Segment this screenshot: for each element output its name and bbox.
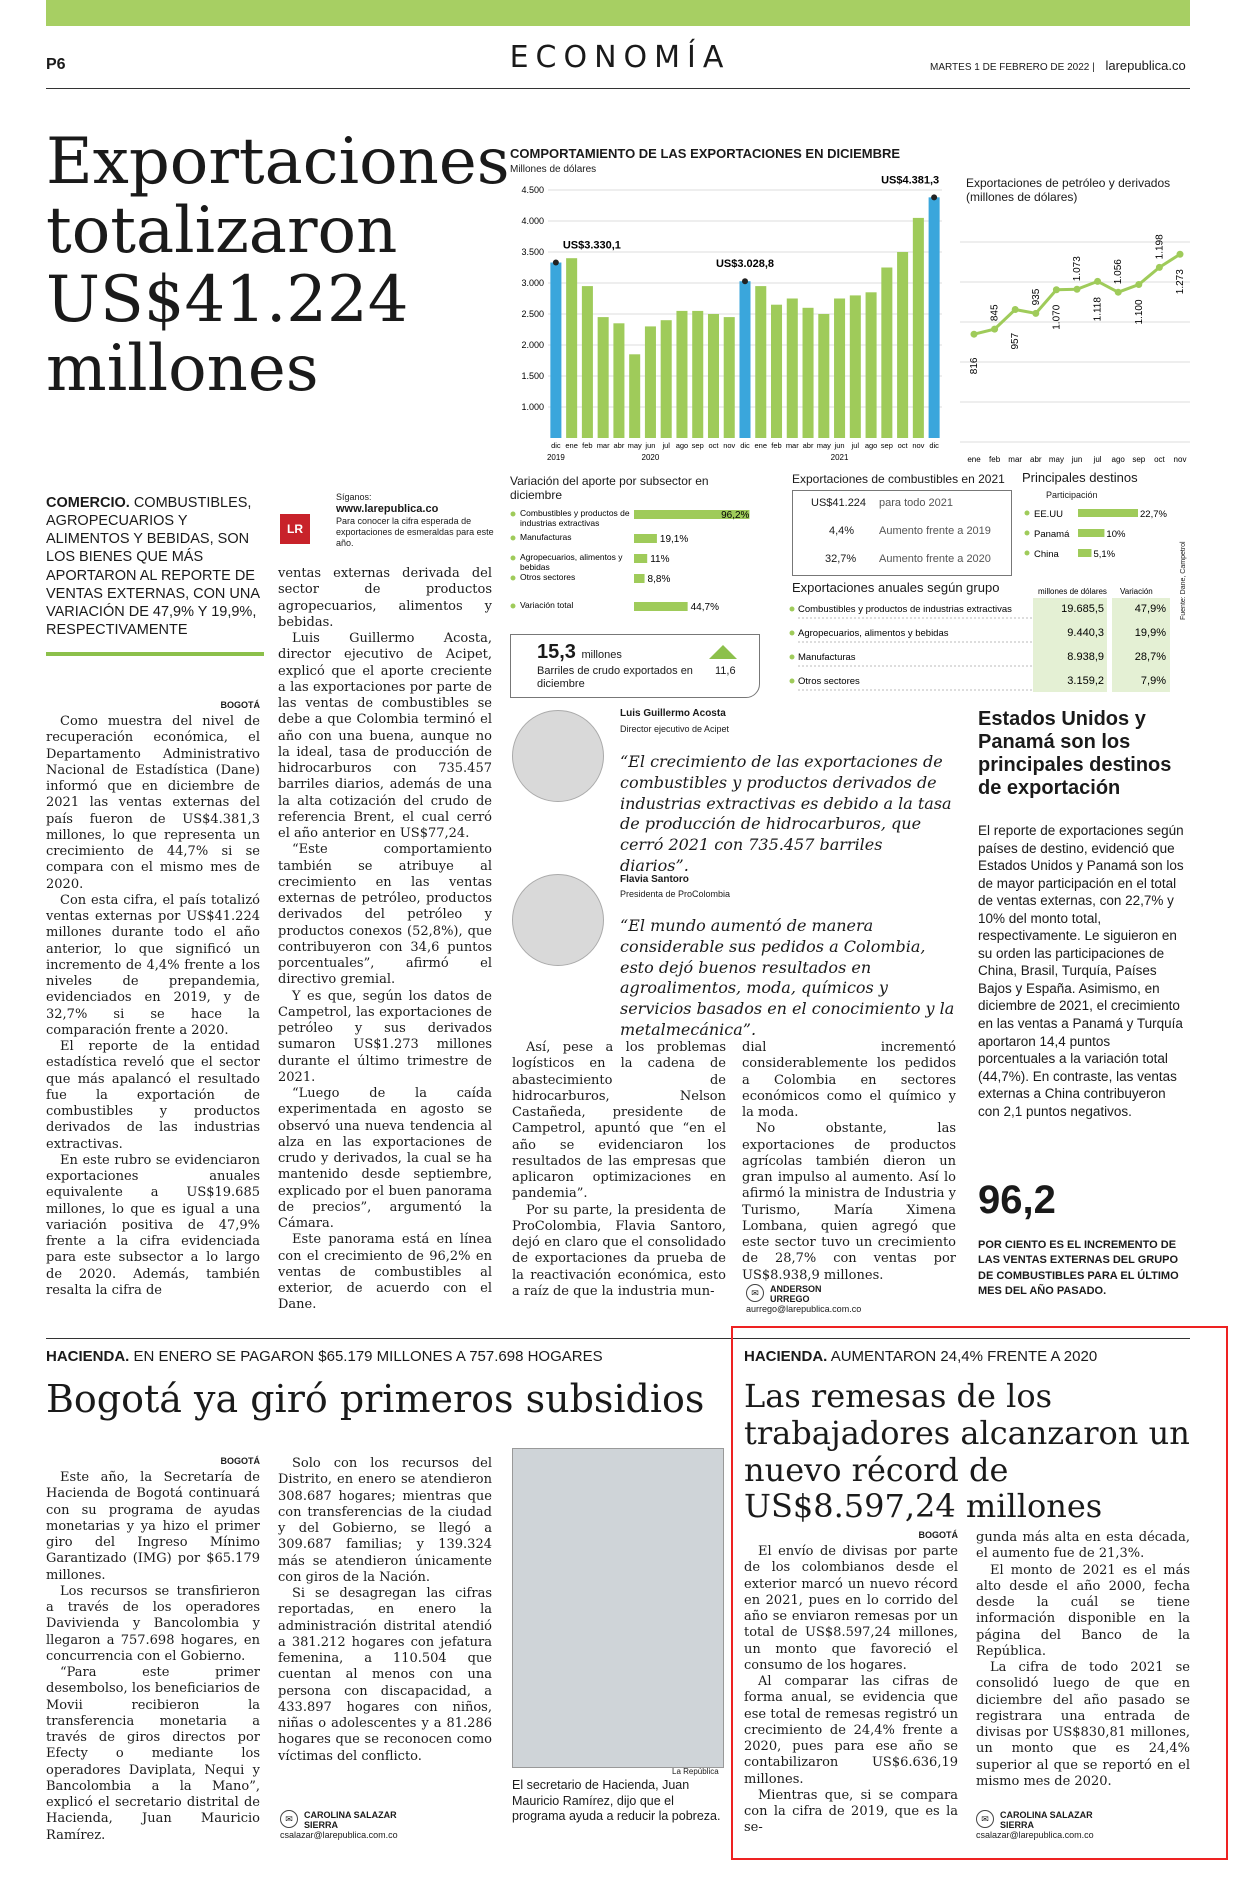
bar [1078,509,1138,517]
x-tick-label: oct [897,441,908,450]
chart3-title: Variación del aporte por subsector en diciembre [510,474,709,502]
summary-label: para todo 2021 [879,497,954,509]
paragraph: Con esta cifra, el país totalizó ventas externas por US$41.224 millones durante todo el año anterior, lo que significó un incremento de 4,4% frente a los niveles de prepandemia, evidenciados en 2019, y de 32,7% si se hace la comparación frente a 2020. [46,892,260,1038]
quote-role: Presidenta de ProColombia [620,889,731,899]
bar [550,263,561,438]
quote-role: Director ejecutivo de Acipet [620,724,730,734]
paragraph: “Para este primer desembolso, los beneficiarios de Movii recibieron la transferencia monetaria a través de giros directos por Efecty o mediante los operadores Daviplata, Nequi y Bancolombia a la Mano”, explicó el secretario distrital de Hacienda, Juan Mauricio Ramírez. [46,1665,260,1843]
data-point [1177,251,1184,258]
x-tick-label: feb [582,441,593,450]
year-label: 2021 [830,453,849,462]
table-cell: 8.938,9 [1067,651,1104,663]
bar [676,311,687,438]
row-label: Manufacturas [798,652,856,663]
x-tick-label: ene [754,441,768,450]
chart2-title: Exportaciones de petróleo y derivados (millones de dólares) [966,176,1171,204]
bar [613,323,624,438]
story2-col-2 [278,1456,492,1765]
year-label: 2020 [641,453,660,462]
x-tick-label: ene [967,455,981,464]
data-label: US$4.381,3 [881,176,940,187]
barrels-box [510,634,760,698]
bar [566,258,577,438]
chart4-svg [1022,504,1182,576]
location: BOGOTÁ [220,1456,260,1466]
kicker-bar [46,652,264,656]
bar [818,314,829,438]
bullet-icon [790,631,795,636]
data-point [1032,310,1039,317]
chart1-title: COMPORTAMIENTO DE LAS EXPORTACIONES EN DICIEMBRE [510,146,901,161]
paragraph: Los recursos se transfirieron a través de los operadores Davivienda y Bancolombia y llegaron a 757.698 hogares, en concurrencia con el Gobierno. [46,1583,260,1664]
paragraph: Por su parte, la presidenta de ProColombia, Flavia Santoro, dejó en claro que el consolidado de exportaciones da prueba de la reactivación económica, esto a raíz de que la industria mun- [512,1202,726,1299]
data-label: 1.118 [1092,297,1104,322]
x-tick-label: jul [1093,455,1102,464]
data-label: 845 [989,304,1001,322]
bar [881,268,892,439]
byline-mail[interactable]: csalazar@larepublica.com.co [976,1830,1094,1840]
y-tick-label: 3.500 [521,247,544,257]
category-label: Panamá [1034,529,1070,540]
x-tick-label: dic [551,441,561,450]
x-tick-label: jun [1071,455,1083,464]
x-tick-label: nov [912,441,925,450]
barrels-value: 15,3 millones [537,641,622,663]
x-tick-label: sep [880,441,893,450]
data-label: 957 [1010,332,1022,350]
paragraph: Como muestra del nivel de recuperación económica, el Departamento Administrativo Nacional de Estadística (Dane) informó que en diciembre de 2021 las ventas externas del país fueron de US$4.381,3 millones, lo que representa un crecimiento de 44,7% si se compara con el mismo mes de 2020. [46,714,260,892]
data-point [1074,286,1081,293]
category-label: Manufacturas [520,532,572,542]
x-tick-label: oct [1154,455,1165,464]
bullet-icon [1025,551,1030,556]
mail-icon: ✉ [976,1810,994,1828]
side-body: El reporte de exportaciones según países de destino, evidenció que Estados Unidos y Panamá son los de mayor participación en el total de ventas externas, con 22,7% y 10% del monto total, respectivamente. Le siguieron en su orden las participaciones de China, Brasil, Turquía, Países Bajos y España. Asimismo, en diciembre de 2021, el crecimiento en las ventas a Panamá y Turquía aportaron 14,4 puntos porcentuales a la variación total (44,7%). En contraste, las ventas externas a China contribuyeron con 2,1 puntos negativos. [978,823,1184,1119]
bar [661,320,672,438]
year-label: 2019 [546,453,565,462]
x-tick-label: dic [740,441,750,450]
story2-byline: ✉ CAROLINA SALAZAR SIERRA csalazar@larepublica.com.co [280,1810,409,1840]
data-point [1053,286,1060,293]
x-tick-label: mar [1008,455,1023,464]
table-cell: 3.159,2 [1067,675,1104,687]
data-point [931,194,937,200]
follow-box [336,492,496,548]
bar [1078,549,1091,557]
x-tick-label: nov [1173,455,1187,464]
follow-label: Síganos: [336,492,372,502]
bar [724,317,735,438]
main-headline: Exportaciones totalizaron US$41.224 millones [46,125,510,407]
x-tick-label: abr [1030,455,1042,464]
paragraph: Este año, la Secretaría de Hacienda de Bogotá continuará con su programa de ayudas monetarias y ya hizo el primer giro del Ingreso Mínimo Garantizado (IMG) por $65.179 millones. [46,1470,260,1583]
main-kicker [46,494,266,639]
data-point [1094,278,1101,285]
quote-name: Luis Guillermo Acosta [620,708,726,719]
bullet-icon [511,556,516,561]
row-label: Agropecuarios, alimentos y bebidas [798,628,949,639]
y-tick-label: 3.000 [521,278,544,288]
section-title: ECONOMÍA [509,40,731,75]
data-label: 44,7% [690,602,719,613]
x-tick-label: jun [834,441,845,450]
data-label: 5,1% [1093,549,1116,560]
category-label: Agropecuarios, alimentos y bebidas [520,552,623,572]
data-label: 19,1% [659,534,689,545]
kicker-label: COMERCIO. [46,495,130,511]
data-label: US$3.028,8 [715,258,775,271]
summary-value: US$41.224 [811,497,867,509]
bar [582,286,593,438]
bar [739,281,750,438]
story3-headline: Las remesas de los trabajadores alcanzaron un nuevo récord de US$8.597,24 millones [744,1377,1190,1526]
bar [803,308,814,438]
byline [746,1284,861,1314]
bullet-icon [1025,531,1030,536]
data-point [1012,306,1019,313]
x-tick-label: ago [864,441,878,450]
follow-text: Para conocer la cifra esperada de exportaciones de esmeraldas para este año. [336,515,494,548]
side-headline: Estados Unidos y Panamá son los principales destinos de exportación [978,708,1172,799]
chart4-title: Principales destinos [1022,470,1138,485]
paragraph: ventas externas derivada del sector de productos agropecuarios, alimentos y bebidas. [278,566,492,630]
arrow-up-icon [709,645,737,659]
summary-label: Aumento frente a 2020 [879,553,991,565]
quote-text: “El mundo aumentó de manera considerable sus pedidos a Colombia, esto dejó buenos resultados en agroalimentos, moda, químicos y servicios basados en el conocimiento y la metalmecánica”. [620,916,955,1039]
x-tick-label: ago [675,441,689,450]
table-title: Exportaciones anuales según grupo [792,580,1000,595]
avatar-santoro [512,874,604,966]
data-point [1135,281,1142,288]
data-point [1115,289,1122,296]
bar [634,554,647,563]
big-number: 96,2 [978,1178,1056,1222]
table-cell: 7,9% [1140,675,1166,687]
data-label: 1.100 [1133,299,1145,325]
y-tick-label: 4.500 [521,185,544,195]
paragraph: El monto de 2021 es el más alto desde el año 2000, fecha desde la cuál se tiene información disponible en la página del Banco de la República. [976,1562,1190,1659]
data-label: 1.273 [1175,269,1186,295]
barrels-change: 11,6 [715,665,736,677]
x-tick-label: may [1048,455,1064,464]
site-name[interactable]: larepublica.co [1105,58,1186,73]
paragraph: Así, pese a los problemas logísticos en la cadena de abastecimiento de hidrocarburos, Nelson Castañeda, presidente de Campetrol, apuntó que “en el año se evidenciaron los resultados de las empresas que aplicaron optimizaciones en pandemia”. [512,1040,726,1202]
column-header: Variación [1120,587,1153,596]
y-tick-label: 2.000 [521,340,544,350]
column-header: millones de dólares [1038,587,1107,596]
bar [929,197,940,438]
table-cell: 19,9% [1134,627,1166,639]
main-col-1 [46,700,260,1299]
follow-site[interactable]: www.larepublica.co [336,502,439,515]
paragraph: Luis Guillermo Acosta, director ejecutivo de Acipet, explicó que el aporte creciente a las exportaciones por parte de las ventas de combustibles se debe a que Colombia terminó el año con una buena, aunque no la ideal, tasa de producción de hidrocarburos con 735.457 barriles diarios, además de una la alta cotización del crudo de referencia Brent, el cual cerró el año anterior en US$77,24. [278,631,492,841]
x-tick-label: may [627,441,642,450]
data-label: 22,7% [1140,509,1167,520]
story3-col-1 [744,1530,958,1837]
x-tick-label: nov [723,441,736,450]
x-tick-label: jun [645,441,656,450]
bullet-icon [511,604,516,609]
main-col-4 [742,1040,956,1284]
table-cell: 9.440,3 [1067,627,1104,639]
bullet-icon [790,655,795,660]
bar [1078,529,1104,537]
summary-box [792,490,1012,576]
bar [634,574,645,583]
data-point [553,260,559,266]
location: BOGOTÁ [220,700,260,710]
bar [692,311,703,438]
x-tick-label: oct [708,441,719,450]
paragraph: gunda más alta en esta década, el aumento fue de 21,3%. [976,1530,1190,1562]
bullet-icon [1025,511,1030,516]
category-label: Variación total [520,600,574,610]
x-tick-label: jul [851,441,860,450]
kicker-text: COMBUSTIBLES, AGROPECUARIOS Y ALIMENTOS Y BEBIDAS, SON LOS BIENES QUE MÁS APORTARON AL REPORTE DE VENTAS EXTERNAS, CON UNA VARIACIÓN DE 47,9% Y 19,9%, RESPECTIVAMENTE [46,495,260,638]
x-tick-label: sep [691,441,704,450]
chart1-svg [506,176,946,466]
location: BOGOTÁ [918,1530,958,1540]
bullet-icon [790,607,795,612]
chart2-svg [960,212,1190,468]
mail-icon: ✉ [280,1810,298,1828]
quote-text: “El crecimiento de las exportaciones de combustibles y productos derivados de industrias extractivas es debido a la tasa de producción de hidrocarburos, que cerró 2021 con 735.457 barriles diarios”. [620,752,952,875]
big-number-caption: POR CIENTO ES EL INCREMENTO DE LAS VENTAS EXTERNAS DEL GRUPO DE COMBUSTIBLES PARA EL ÚLTIMO MES DEL AÑO PASADO. [978,1239,1179,1298]
category-label: EE.UU [1034,509,1064,520]
paragraph: El reporte de la entidad estadística reveló que el sector que más apalancó el resultado fue la exportación de combustibles y productos derivados de las industrias extractivas. [46,1039,260,1152]
bar [598,317,609,438]
page-number: P6 [46,56,66,73]
x-tick-label: sep [1132,455,1146,464]
row-label: Combustibles y productos de industrias extractivas [798,604,1012,615]
data-label: 935 [1030,288,1042,306]
bullet-icon [511,576,516,581]
paragraph: Al comparar las cifras de forma anual, se evidencia que ese total de remesas registró un crecimiento de 24,4% frente a 2020, pues para ese año se contabilizaron US$6.636,19 millones. [744,1674,958,1787]
table-svg [778,584,1198,696]
bullet-icon [790,679,795,684]
bar [850,295,861,438]
lr-logo-icon: LR [280,514,310,544]
data-label: 8,8% [647,574,671,585]
x-tick-label: mar [785,441,799,450]
summary-value: 32,7% [825,553,857,565]
main-col-3 [512,1040,726,1300]
data-label: 1.070 [1051,304,1063,330]
table-cell: 19.685,5 [1061,603,1104,615]
bar [866,292,877,438]
paragraph: El envío de divisas por parte de los colombianos desde el exterior marcó un nuevo récord en 2021, pues en lo corrido del año se enviaron remesas por un total de US$8.597,24 millones, un monto que favoreció el consumo de los hogares. [744,1544,958,1673]
page-date: MARTES 1 DE FEBRERO DE 2022 [930,62,1090,73]
story3-byline: ✉ CAROLINA SALAZAR SIERRA csalazar@larepublica.com.co [976,1810,1105,1840]
paragraph: “Luego de la caída experimentada en agosto se observó una nueva tendencia al alza en las exportaciones de crudo y derivados, la cual se ha mantenido desde septiembre, explicado por el buen panorama de precios”, argumentó la Cámara. [278,1086,492,1231]
byline-mail[interactable]: aurrego@larepublica.com.co [746,1304,862,1314]
bar [787,299,798,439]
header-rule [46,88,1190,89]
bar [645,326,656,438]
paragraph: Este panorama está en línea con el crecimiento de 96,2% en ventas de combustibles al exterior, de acuerdo con el Dane. [278,1232,492,1313]
chart-source: Fuente: Dane, Campetrol [1180,541,1187,620]
story2-col-1 [46,1456,260,1844]
chart1-ylabel: Millones de dólares [510,164,597,175]
paragraph: dial incrementó considerablemente los pedidos a Colombia en sectores económicos como el químico y la moda. [742,1040,956,1120]
y-tick-label: 4.000 [521,216,544,226]
row-label: Otros sectores [798,676,860,687]
paragraph: Solo con los recursos del Distrito, en enero se atendieron 308.687 hogares; mientras que con transferencias de la ciudad y del Gobierno, se llegó a 309.687 familias; y 139.324 más se atendieron únicamente con giros de la Nación. [278,1456,492,1585]
story2-headline: Bogotá ya giró primeros subsidios [46,1377,705,1421]
story3-kicker: HACIENDA. AUMENTARON 24,4% FRENTE A 2020 [744,1348,1098,1365]
mail-icon: ✉ [746,1284,764,1302]
category-label: Otros sectores [520,572,576,582]
data-point [971,331,978,338]
photo-credit: La República [672,1767,719,1776]
data-label: 816 [969,357,980,375]
bar [629,354,640,438]
bar [755,286,766,438]
data-label: 1.073 [1072,256,1083,282]
x-tick-label: ago [1111,455,1125,464]
data-point [1156,264,1163,271]
quote-name: Flavia Santoro [620,874,689,885]
y-tick-label: 1.000 [521,402,544,412]
dateline: MARTES 1 DE FEBRERO DE 2022 | larepublica.co [930,58,1186,73]
bar [708,314,719,438]
x-tick-label: dic [929,441,939,450]
data-label: 1.198 [1154,234,1166,260]
summary-value: 4,4% [829,525,855,537]
summary-label: Aumento frente a 2019 [879,525,991,537]
data-label: 10% [1106,529,1126,540]
chart3-svg [510,504,760,634]
category-label: China [1034,549,1059,560]
bar [634,602,688,611]
category-label: Combustibles y productos de industrias extractivas [520,508,630,528]
x-tick-label: jul [662,441,670,450]
bar [771,305,782,438]
paragraph: Si se desagregan las cifras reportadas, en enero la administración distrital atendió a 381.212 hogares con jefatura femenina, a 110.504 que cuentan al menos con una persona con discapacidad, a 433.897 hogares con niños, niñas o adolescentes y a 81.286 hogares que se reconocen como víctimas del conflicto. [278,1586,492,1764]
story2-kicker: HACIENDA. EN ENERO SE PAGARON $65.179 MILLONES A 757.698 HOGARES [46,1348,603,1365]
paragraph: En este rubro se evidenciaron exportaciones anuales equivalente a US$19.685 millones, lo que es igual a una variación positiva de 47,9% frente a la cifra evidenciada para este subsector a lo largo de 2020. Además, también resalta la cifra de [46,1152,260,1298]
x-tick-label: abr [613,441,625,450]
photo-caption: El secretario de Hacienda, Juan Mauricio Ramírez, dijo que el programa ayuda a reducir la pobreza. [512,1778,721,1824]
x-tick-label: abr [802,441,814,450]
data-label: US$3.330,1 [562,239,621,252]
paragraph: Y es que, según los datos de Campetrol, las exportaciones de petróleo y sus derivados sumaron US$1.273 millones durante el último trimestre de 2021. [278,988,492,1085]
bar [897,252,908,438]
table-cell: 47,9% [1134,603,1166,615]
main-col-2 [278,566,492,1314]
paragraph: La cifra de todo 2021 se consolidó luego de que en diciembre del año pasado se registrara una entrada de divisas por US$830,81 millones, un monto que es 24,4% superior al que se reportó en el mismo mes de 2020. [976,1660,1190,1789]
data-label: 11% [650,554,670,565]
table-cell: 28,7% [1134,651,1166,663]
data-point [742,278,748,284]
paragraph: “Este comportamiento también se atribuye al crecimiento en las ventas externas de petróleo, productos derivados del petróleo y productos conexos (52,8%), que contribuyeron con 34,6 puntos porcentuales”, afirmó el directivo gremial. [278,842,492,988]
bullet-icon [511,536,516,541]
chart4-subtitle: Participación [1046,490,1098,500]
top-color-bar [46,0,1190,26]
barrels-text: Barriles de crudo exportados en diciembre [537,665,693,690]
x-tick-label: ene [565,441,578,450]
x-tick-label: feb [771,441,782,450]
bar [834,299,845,439]
x-tick-label: mar [596,441,610,450]
x-tick-label: may [816,441,831,450]
byline-name: ANDERSON URREGO [770,1284,822,1304]
y-tick-label: 1.500 [521,371,544,381]
bar [913,218,924,438]
story3-col-2 [976,1530,1190,1790]
bar [634,534,657,543]
x-tick-label: feb [989,455,1001,464]
paragraph: No obstante, las exportaciones de productos agrícolas también dieron un gran impulso al aumento. Así lo afirmó la ministra de Industria y Turismo, María Ximena Lombana, quien agregó que este sector tuvo un crecimiento de 28,7% con ventas por US$8.938,9 millones. [742,1121,956,1283]
summary-title: Exportaciones de combustibles en 2021 [792,472,1005,486]
paragraph: Mientras que, si se compara con la cifra de 2019, que es la se- [744,1787,958,1836]
bullet-icon [511,512,516,517]
byline-mail[interactable]: csalazar@larepublica.com.co [280,1830,398,1840]
data-point [991,326,998,333]
story2-photo [512,1448,724,1768]
y-tick-label: 2.500 [521,309,544,319]
data-label: 96,2% [721,510,750,521]
data-label: 1.056 [1113,259,1125,285]
avatar-acosta [512,710,604,802]
